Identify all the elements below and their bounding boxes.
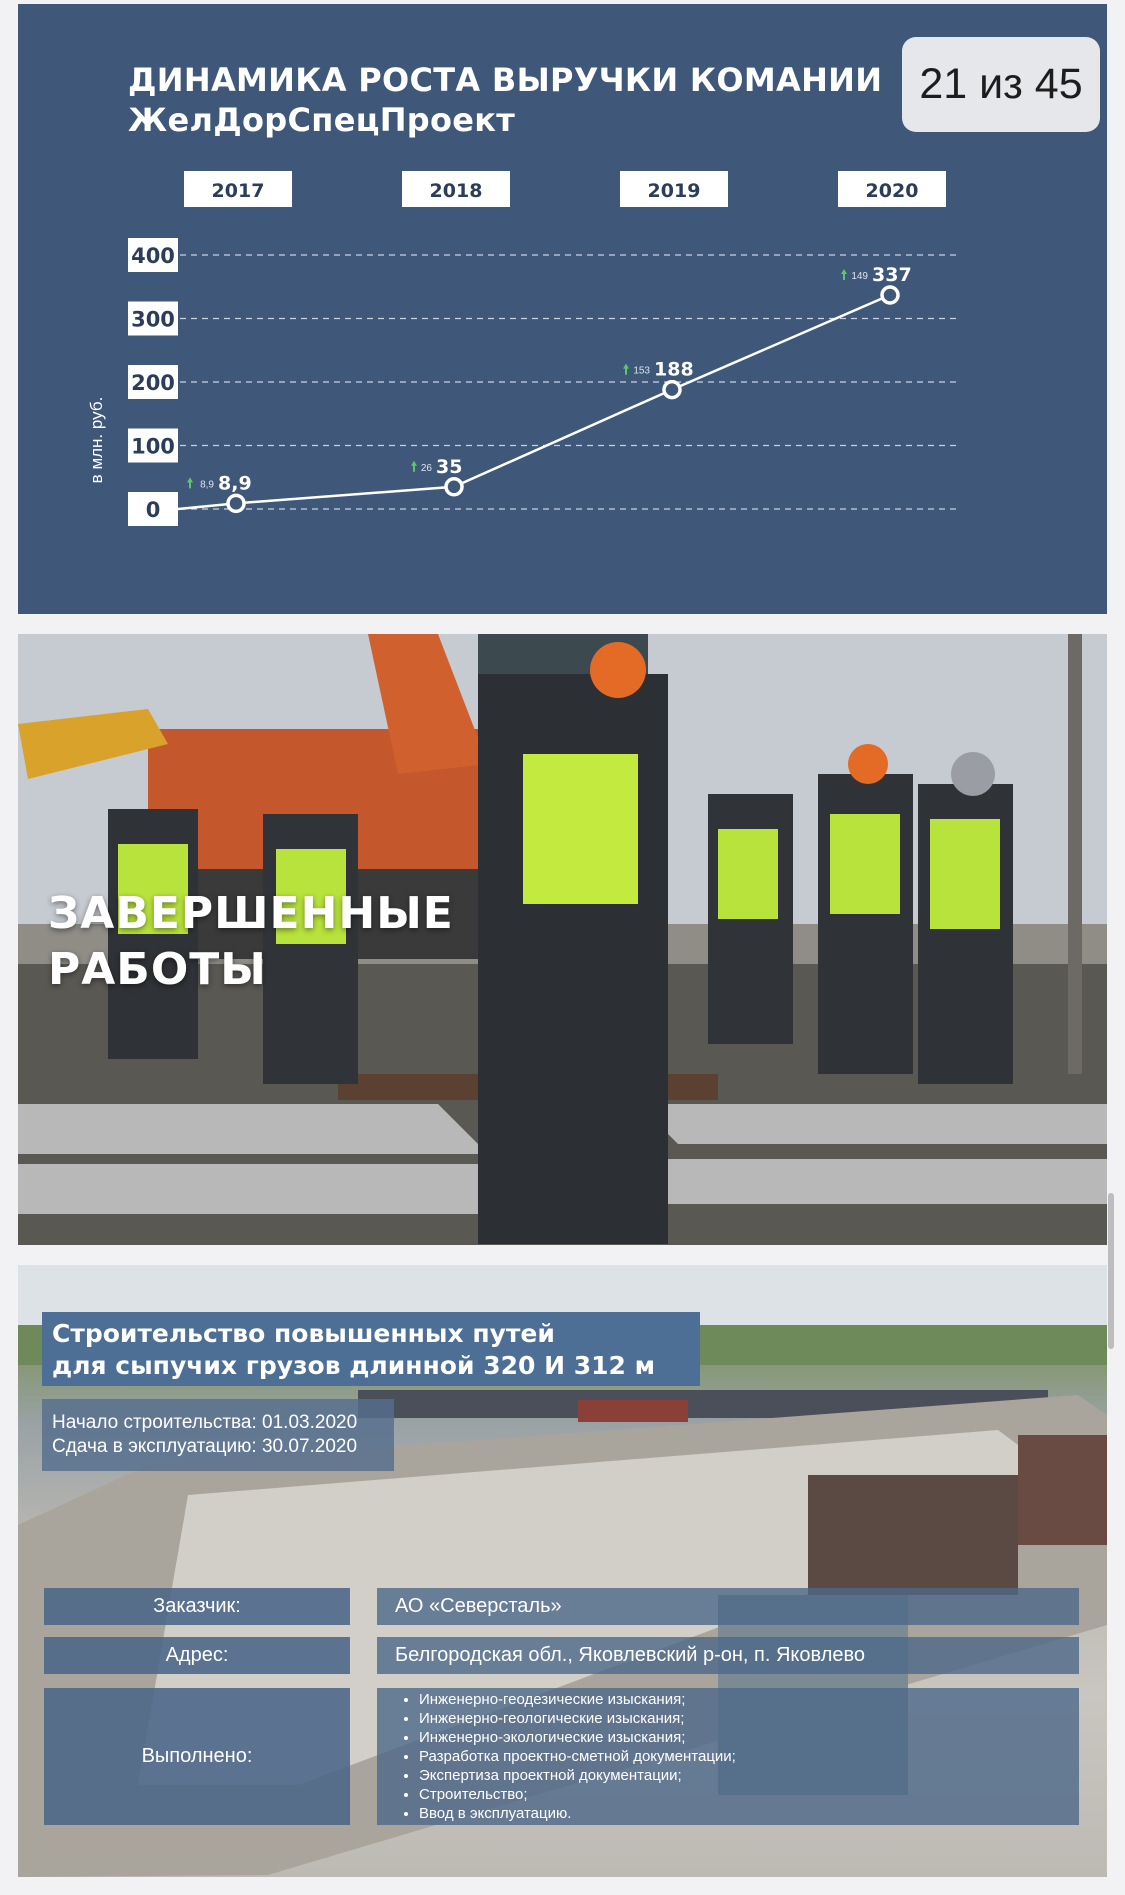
completed-works-title [48,886,454,998]
y-tick-label: 100 [131,434,175,459]
growth-arrow-icon [187,477,193,488]
start-date: Начало строительства: 01.03.2020 [52,1412,358,1433]
data-label: 337 [872,264,912,287]
growth-label: 8,9 [200,479,214,491]
customer-label: Заказчик: [44,1588,350,1625]
done-item: • Инженерно-геологические изыскания; [419,1709,736,1728]
project-title [42,1312,700,1386]
y-tick-label: 300 [131,307,175,332]
done-item: • Разработка проектно-сметной документации; [419,1747,736,1766]
growth-label: 26 [420,462,432,474]
page-counter: 21 из 45 [902,37,1100,132]
customer-value: АО «Северсталь» [377,1588,1079,1625]
done-item: • Инженерно-геодезические изыскания; [419,1690,736,1709]
revenue-series-line [178,295,890,509]
data-point [228,495,244,511]
growth-arrow-icon [623,364,629,375]
data-point [446,479,462,495]
completed-works-title-line2: РАБОТЫ [48,944,267,995]
data-label: 35 [436,455,463,478]
x-tick-label: 2019 [647,180,701,202]
project-title-line1: Строительство повышенных путей [52,1319,555,1348]
project-title-line2: для сыпучих грузов длинной 320 И 312 м [52,1351,656,1380]
page-scrollbar[interactable] [1108,1193,1114,1349]
growth-arrow-icon [411,461,417,472]
done-list [395,1690,736,1823]
growth-label: 153 [633,365,650,377]
growth-label: 149 [851,271,868,283]
x-tick-label: 2017 [211,180,265,202]
data-point [882,287,898,303]
y-tick-label: 200 [131,371,175,395]
x-tick-label: 2018 [429,180,483,202]
completed-works-slide [18,634,1107,1245]
x-tick-label: 2020 [865,180,919,202]
chart-title-line1: ДИНАМИКА РОСТА ВЫРУЧКИ КОМАНИИ [128,61,883,99]
y-tick-label: 0 [145,498,161,522]
address-value: Белгородская обл., Яковлевский р-он, п. Яковлево [377,1637,1079,1674]
growth-arrow-icon [841,269,847,280]
done-item: • Ввод в эксплуатацию. [419,1804,736,1823]
project-dates [42,1399,394,1471]
address-label: Адрес: [44,1637,350,1674]
commission-date: Сдача в эксплуатацию: 30.07.2020 [52,1436,358,1457]
data-label: 188 [654,358,694,381]
done-item: • Экспертиза проектной документации; [419,1766,736,1785]
completed-works-title-line1: ЗАВЕРШЕННЫЕ [48,888,454,939]
done-list-box [377,1688,1079,1825]
done-label: Выполнено: [44,1688,350,1825]
revenue-line-chart [18,4,1107,614]
y-tick-label: 400 [131,244,175,268]
data-label: 8,9 [218,472,252,495]
project-card-slide [18,1265,1107,1877]
chart-title-line2: ЖелДорСпецПроект [128,101,516,139]
data-point [664,382,680,398]
revenue-chart-slide [18,4,1107,614]
y-axis-label: в млн. руб. [87,396,106,484]
done-item: • Строительство; [419,1785,736,1804]
done-item: • Инженерно-экологические изыскания; [419,1728,736,1747]
